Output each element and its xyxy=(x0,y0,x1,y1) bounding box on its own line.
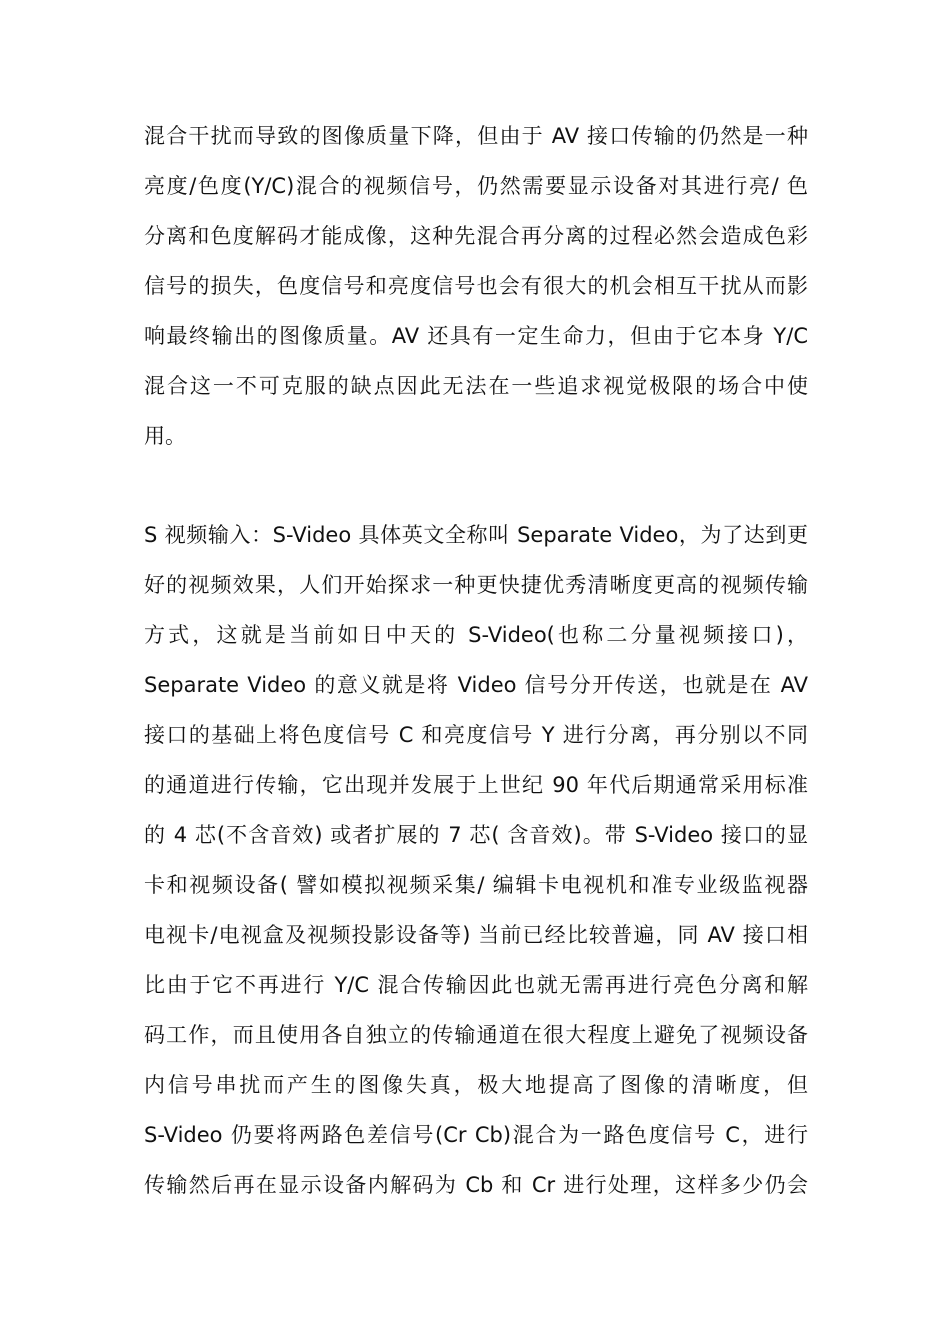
text-line: 的 4 芯(不含音效) 或者扩展的 7 芯( 含音效)。带 S-Video 接口的显 xyxy=(144,823,808,847)
paragraph-s-video xyxy=(144,510,808,1210)
text-line: 用。 xyxy=(144,424,186,448)
text-line: 的通道进行传输，它出现并发展于上世纪 90 年代后期通常采用标准 xyxy=(144,773,808,797)
text-line: 亮度/色度(Y/C)混合的视频信号，仍然需要显示设备对其进行亮/ 色 xyxy=(144,174,808,198)
text-line: 内信号串扰而产生的图像失真，极大地提高了图像的清晰度，但 xyxy=(144,1073,808,1097)
text-line: 分离和色度解码才能成像，这种先混合再分离的过程必然会造成色彩 xyxy=(144,224,808,248)
text-line: 响最终输出的图像质量。AV 还具有一定生命力，但由于它本身 Y/C xyxy=(144,324,808,348)
text-line: 电视卡/电视盒及视频投影设备等) 当前已经比较普遍，同 AV 接口相 xyxy=(144,923,808,947)
text-line: 信号的损失，色度信号和亮度信号也会有很大的机会相互干扰从而影 xyxy=(144,274,808,298)
text-line: 混合干扰而导致的图像质量下降，但由于 AV 接口传输的仍然是一种 xyxy=(144,124,808,148)
text-line: 好的视频效果，人们开始探求一种更快捷优秀清晰度更高的视频传输 xyxy=(144,573,808,597)
text-line: 卡和视频设备( 譬如模拟视频采集/ 编辑卡电视机和准专业级监视器 xyxy=(144,873,808,897)
text-line: 比由于它不再进行 Y/C 混合传输因此也就无需再进行亮色分离和解 xyxy=(144,973,808,997)
text-line: 方式，这就是当前如日中天的 S-Video(也称二分量视频接口)， xyxy=(144,623,808,647)
text-line: Separate Video 的意义就是将 Video 信号分开传送，也就是在 AV xyxy=(144,673,808,697)
paragraph-av-interface xyxy=(144,111,808,461)
text-line: 接口的基础上将色度信号 C 和亮度信号 Y 进行分离，再分别以不同 xyxy=(144,723,808,747)
text-line: S 视频输入：S-Video 具体英文全称叫 Separate Video，为了达到更 xyxy=(144,523,808,547)
text-line: S-Video 仍要将两路色差信号(Cr Cb)混合为一路色度信号 C，进行 xyxy=(144,1123,808,1147)
text-line: 码工作，而且使用各自独立的传输通道在很大程度上避免了视频设备 xyxy=(144,1023,808,1047)
text-line: 混合这一不可克服的缺点因此无法在一些追求视觉极限的场合中使 xyxy=(144,374,808,398)
text-line: 传输然后再在显示设备内解码为 Cb 和 Cr 进行处理，这样多少仍会 xyxy=(144,1173,808,1197)
